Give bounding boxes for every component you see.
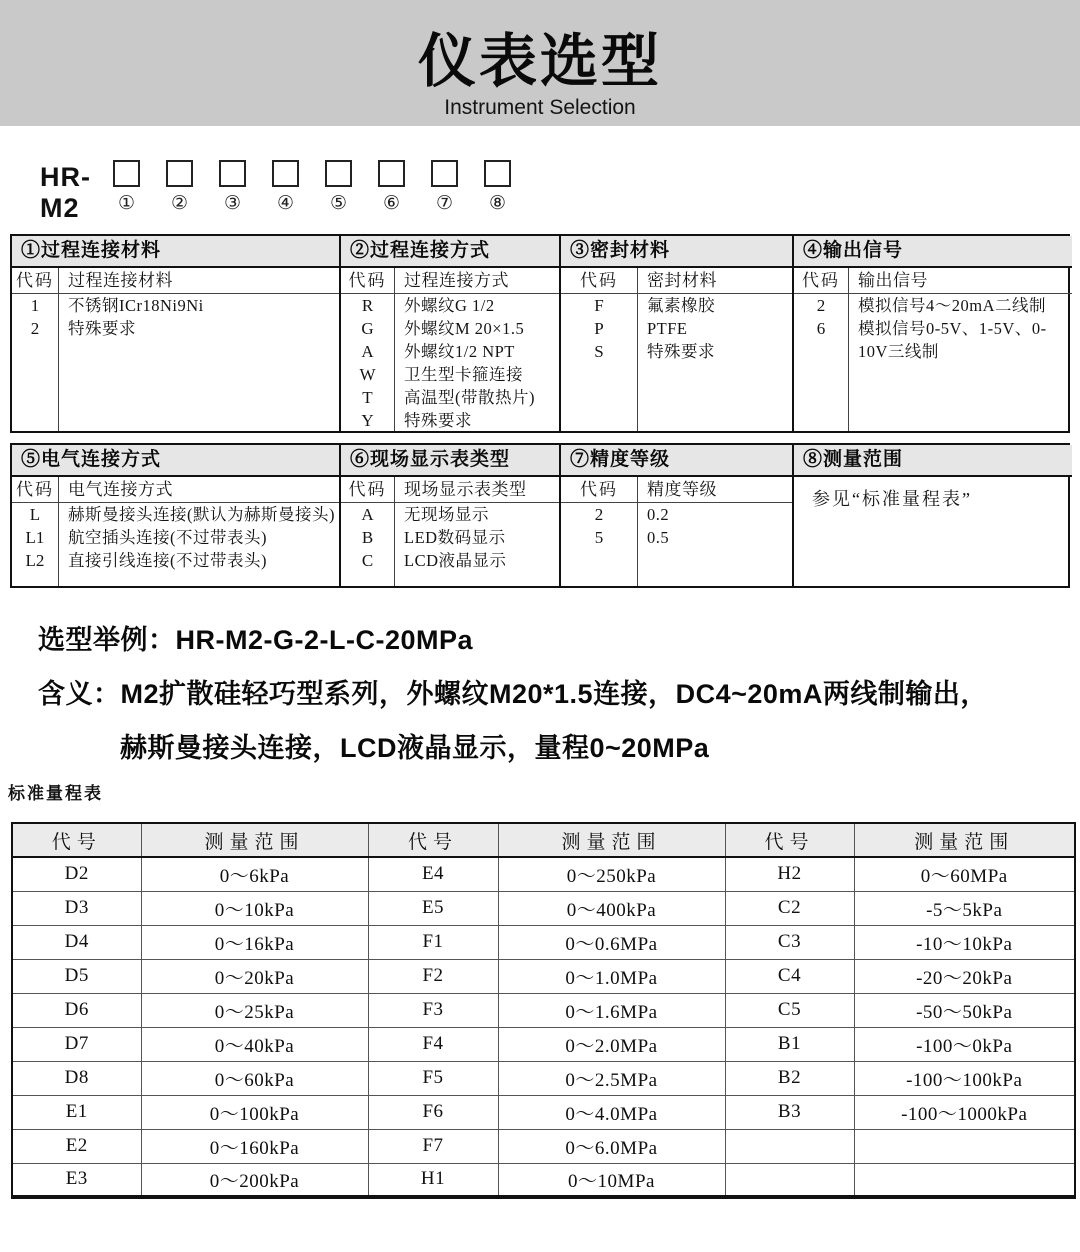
section-⑦ [559,445,792,586]
range-cell: H1 [368,1163,498,1197]
model-slot-box [378,160,405,187]
code-cell: Y [361,411,374,430]
range-cell: -100～0kPa [854,1027,1075,1061]
range-cell: C4 [725,959,854,993]
range-cell: 0～160kPa [141,1129,368,1163]
model-slot-box [166,160,193,187]
code-cell: T [362,388,373,407]
range-cell: B1 [725,1027,854,1061]
option-row [561,294,792,317]
desc-cell: 外螺纹G 1/2 [404,296,495,315]
desc-cell: 外螺纹M 20×1.5 [404,319,525,338]
option-row [12,526,339,549]
code-desc-divider [394,268,395,431]
range-header-row [12,823,1075,857]
example-line-2: 含义：M2扩散硅轻巧型系列，外螺纹M20*1.5连接，DC4~20mA两线制输出， [38,679,988,709]
range-cell: F4 [368,1027,498,1061]
range-cell: -50～50kPa [854,993,1075,1027]
section-subheader [12,477,339,503]
range-cell: E4 [368,857,498,891]
code-header-cell: 代码 [580,271,618,290]
slot-number-icon: ② [170,193,189,214]
model-slot [325,160,352,215]
desc-cell: 特殊要求 [68,319,136,338]
model-slot [431,160,458,215]
slot-number-icon: ③ [223,193,242,214]
section-header: ③密封材料 [561,236,792,268]
page-title: 仪表选型 [417,29,662,94]
range-cell: D8 [12,1061,141,1095]
range-cell [854,1163,1075,1197]
range-cell: B3 [725,1095,854,1129]
model-slot-box [113,160,140,187]
range-cell [854,1129,1075,1163]
section-subheader [561,268,792,294]
range-cell: 0～2.0MPa [498,1027,725,1061]
model-prefix: HR-M2 [40,162,91,223]
option-row [341,526,559,549]
desc-cell: 不锈钢ICr18Ni9Ni [68,296,204,315]
range-cell: F2 [368,959,498,993]
desc-cell: PTFE [647,319,688,338]
model-slot-box [272,160,299,187]
section-header: ④输出信号 [794,236,1072,268]
range-cell: 0～100kPa [141,1095,368,1129]
slot-number-icon: ⑦ [435,193,454,214]
range-cell: 0～1.0MPa [498,959,725,993]
option-row [794,294,1072,317]
range-cell: F5 [368,1061,498,1095]
range-cell: D7 [12,1027,141,1061]
range-cell: E3 [12,1163,141,1197]
range-row [12,857,1075,891]
range-header-cell: 代号 [725,823,854,857]
range-row [12,1163,1075,1197]
page-subtitle: Instrument Selection [444,96,636,119]
range-table-label: 标准量程表 [8,784,103,803]
range-header-cell: 测量范围 [141,823,368,857]
desc-cell: 0.5 [647,528,670,547]
code-desc-divider [58,268,59,431]
model-slot-box [325,160,352,187]
desc-cell: 直接引线连接(不过带表头) [68,551,267,570]
header-banner [0,0,1080,126]
option-row [341,409,559,431]
range-cell [725,1163,854,1197]
option-row [12,549,339,572]
range-row [12,959,1075,993]
range-cell: 0～6kPa [141,857,368,891]
range-cell: B2 [725,1061,854,1095]
range-cell: C3 [725,925,854,959]
option-row [341,363,559,386]
range-cell: 0～400kPa [498,891,725,925]
range-cell: E1 [12,1095,141,1129]
desc-cell: LED数码显示 [404,528,506,547]
range-cell: 0～250kPa [498,857,725,891]
section-body [12,477,339,586]
section-header: ⑥现场显示表类型 [341,445,559,477]
desc-header-cell: 输出信号 [858,271,928,290]
section-body [12,268,339,431]
range-cell: 0～4.0MPa [498,1095,725,1129]
range-table [11,822,1076,1199]
range-header-cell: 测量范围 [498,823,725,857]
code-header-cell: 代码 [580,480,618,499]
desc-cell: 高温型(带散热片) [404,388,535,407]
section-body [794,268,1072,431]
code-cell: F [594,296,604,315]
option-row [794,317,1072,363]
code-header-cell: 代码 [348,271,387,290]
desc-header-cell: 过程连接方式 [404,271,509,290]
slot-number-icon: ⑤ [329,193,348,214]
selection-table-1 [10,234,1070,433]
range-header-cell: 测量范围 [854,823,1075,857]
code-header-cell: 代码 [16,271,54,290]
range-row [12,1095,1075,1129]
range-cell: F6 [368,1095,498,1129]
desc-cell: 航空插头连接(不过带表头) [68,528,267,547]
range-cell: 0～10kPa [141,891,368,925]
code-desc-divider [637,477,638,586]
option-row [341,317,559,340]
model-slots [113,160,537,215]
section-⑧ [792,445,1072,586]
code-desc-divider [637,268,638,431]
section-header: ⑦精度等级 [561,445,792,477]
code-cell: 2 [816,296,826,315]
code-cell: C [361,551,374,570]
section-④ [792,236,1072,431]
section-subheader [341,477,559,503]
code-desc-divider [394,477,395,586]
option-row [12,317,339,340]
code-cell: 5 [594,528,604,547]
range-cell: -100～1000kPa [854,1095,1075,1129]
range-cell: 0～0.6MPa [498,925,725,959]
range-cell: F1 [368,925,498,959]
option-row [341,294,559,317]
section-body [341,477,559,586]
slot-number-icon: ⑥ [382,193,401,214]
model-slot [272,160,299,215]
range-cell: 0～200kPa [141,1163,368,1197]
code-cell: 6 [816,319,826,338]
code-cell: 2 [594,505,604,524]
section-body [341,268,559,431]
code-cell: 1 [30,296,40,315]
model-slot [166,160,193,215]
code-cell: L2 [25,551,45,570]
range-row [12,993,1075,1027]
example-line-3: 赫斯曼接头连接，LCD液晶显示，量程0~20MPa [120,733,710,763]
section-⑥ [339,445,559,586]
model-slot-box [484,160,511,187]
desc-header-cell: 精度等级 [647,480,717,499]
desc-cell: 特殊要求 [404,411,472,430]
option-row [561,526,792,549]
section-header: ①过程连接材料 [12,236,339,268]
model-slot [378,160,405,215]
range-cell: D5 [12,959,141,993]
range-cell: 0～25kPa [141,993,368,1027]
model-slot [219,160,246,215]
option-row [341,386,559,409]
section-body [794,477,1072,586]
model-slot [484,160,511,215]
code-cell: L [29,505,41,524]
range-cell: F7 [368,1129,498,1163]
option-row [341,503,559,526]
range-cell: -100～100kPa [854,1061,1075,1095]
code-cell: R [361,296,374,315]
desc-cell: 赫斯曼接头连接(默认为赫斯曼接头) [68,505,335,524]
range-row [12,1027,1075,1061]
code-cell: A [361,342,374,361]
range-row [12,925,1075,959]
model-slot-box [219,160,246,187]
desc-cell: 无现场显示 [404,505,489,524]
code-cell: W [359,365,376,384]
code-cell: S [594,342,604,361]
range-cell: 0～40kPa [141,1027,368,1061]
range-cell: D6 [12,993,141,1027]
section-subheader [12,268,339,294]
slot-number-icon: ① [117,193,136,214]
section-header: ②过程连接方式 [341,236,559,268]
section-header: ⑧测量范围 [794,445,1072,477]
code-cell: A [361,505,374,524]
range-cell: 0～1.6MPa [498,993,725,1027]
desc-header-cell: 现场显示表类型 [404,480,527,499]
code-header-cell: 代码 [348,480,387,499]
section-body [561,477,792,586]
range-row [12,1061,1075,1095]
option-row [12,503,339,526]
code-cell: L1 [25,528,45,547]
range-cell: 0～60MPa [854,857,1075,891]
range-cell: 0～2.5MPa [498,1061,725,1095]
model-slot [113,160,140,215]
desc-cell: 模拟信号0-5V、1-5V、0-10V三线制 [858,319,1047,361]
range-cell: D3 [12,891,141,925]
section-note: 参见“标准量程表” [812,489,972,509]
option-row [561,340,792,363]
range-cell: C5 [725,993,854,1027]
desc-cell: 模拟信号4～20mA二线制 [858,296,1046,315]
code-cell: G [361,319,374,338]
range-cell: -20～20kPa [854,959,1075,993]
slot-number-icon: ⑧ [488,193,507,214]
desc-header-cell: 密封材料 [647,271,717,290]
range-cell: C2 [725,891,854,925]
range-cell: 0～10MPa [498,1163,725,1197]
range-cell: F3 [368,993,498,1027]
section-⑤ [12,445,339,586]
section-subheader [794,268,1072,294]
desc-cell: LCD液晶显示 [404,551,507,570]
desc-header-cell: 过程连接材料 [68,271,173,290]
option-row [12,294,339,317]
code-header-cell: 代码 [16,480,54,499]
example-line-1: 选型举例：HR-M2-G-2-L-C-20MPa [38,625,474,655]
desc-cell: 外螺纹1/2 NPT [404,342,515,361]
section-header: ⑤电气连接方式 [12,445,339,477]
range-header-cell: 代号 [368,823,498,857]
section-subheader [561,477,792,503]
range-cell: E5 [368,891,498,925]
range-cell: E2 [12,1129,141,1163]
range-cell: D4 [12,925,141,959]
desc-header-cell: 电气连接方式 [68,480,173,499]
code-desc-divider [848,268,849,431]
option-row [561,317,792,340]
code-cell: 2 [30,319,40,338]
option-row [341,549,559,572]
range-row [12,1129,1075,1163]
option-row [561,503,792,526]
section-③ [559,236,792,431]
section-② [339,236,559,431]
section-body [561,268,792,431]
model-slot-box [431,160,458,187]
desc-cell: 氟素橡胶 [647,296,715,315]
range-cell: -5～5kPa [854,891,1075,925]
section-① [12,236,339,431]
range-row [12,891,1075,925]
range-cell: 0～20kPa [141,959,368,993]
section-subheader [341,268,559,294]
code-desc-divider [58,477,59,586]
desc-cell: 0.2 [647,505,670,524]
range-cell: 0～60kPa [141,1061,368,1095]
code-cell: B [361,528,374,547]
range-cell: 0～16kPa [141,925,368,959]
option-row [341,340,559,363]
range-cell [725,1129,854,1163]
selection-table-2 [10,443,1070,588]
code-header-cell: 代码 [802,271,840,290]
range-header-cell: 代号 [12,823,141,857]
slot-number-icon: ④ [276,193,295,214]
desc-cell: 特殊要求 [647,342,715,361]
range-cell: D2 [12,857,141,891]
desc-cell: 卫生型卡箍连接 [404,365,523,384]
range-cell: 0～6.0MPa [498,1129,725,1163]
range-cell: -10～10kPa [854,925,1075,959]
code-cell: P [594,319,604,338]
range-cell: H2 [725,857,854,891]
